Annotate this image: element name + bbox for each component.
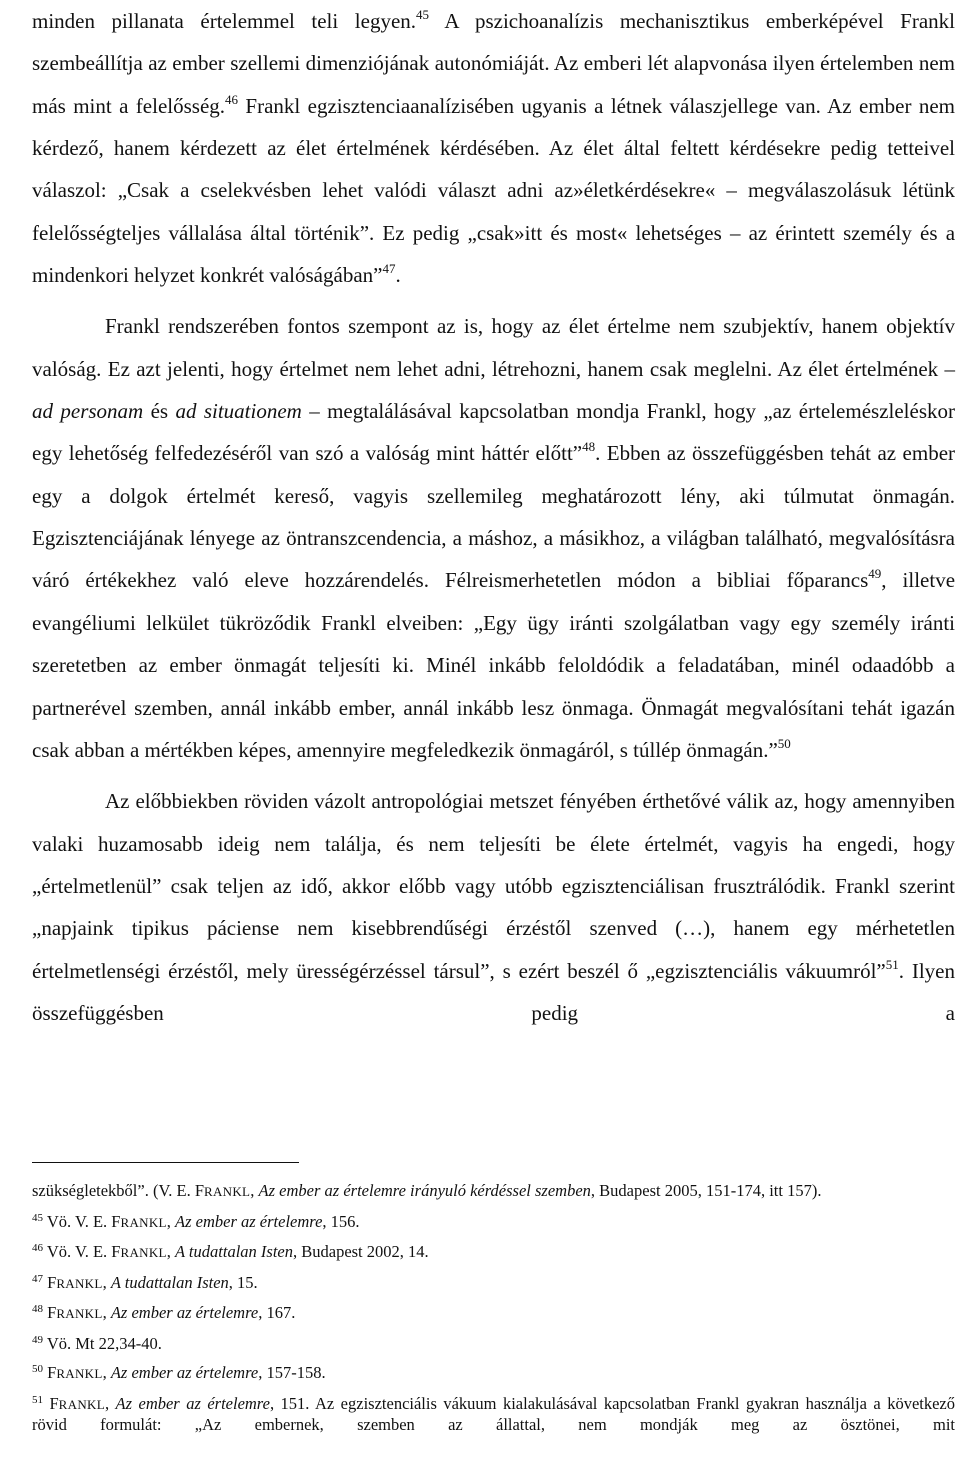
- text-line: [85, 568, 955, 592]
- text-line: [105, 314, 814, 338]
- text-line: [105, 789, 798, 813]
- text-run: F: [43, 1393, 59, 1413]
- text-run: önmaga. Önmagát megvalósítani tehát igazán csak abban a mértékben képes, amennyire: [32, 695, 955, 762]
- italic-text: Az ember az értelemre irányuló kérdéssel szemben: [258, 1181, 591, 1200]
- footnote-ref: 48: [32, 1303, 43, 1315]
- text-run: ,: [104, 1393, 116, 1413]
- text-run: ,: [166, 1242, 176, 1261]
- footnote-48: [32, 1303, 955, 1325]
- text-run: Vö. V. E. F: [43, 1211, 121, 1231]
- text-run: személy iránti szeretetben az ember önmagát teljesíti ki. Minél inkább feloldódik a: [32, 610, 955, 678]
- text-run: hogy amennyiben valaki huzamosabb ideig nem találja, és nem teljesíti be élete értelmét,: [32, 789, 955, 856]
- text-run: ugyanis a létnek válaszjellege van. Az ember nem kérdező, hanem kérdezett az élet: [32, 93, 956, 161]
- text-run: . Ebben az összefüggésben tehát az ember egy a dolgok értelmét kereső,: [32, 441, 956, 508]
- text-run: értékekhez való eleve hozzárendelés. Félreismerhetetlen módon a bibliai főparancs: [85, 568, 869, 593]
- small-caps-text: RANKL: [56, 1275, 103, 1291]
- text-run: F: [43, 1303, 57, 1322]
- footnote-ref: 45: [32, 1211, 43, 1224]
- text-run: Az előbbiekben röviden vázolt antropológiai metszet fényében érthetővé válik az,: [105, 789, 799, 814]
- text-run: mint háttér előtt”: [436, 441, 583, 466]
- footnote-ref: 50: [777, 735, 791, 751]
- text-line: [390, 735, 791, 762]
- small-caps-text: RANKL: [204, 1184, 251, 1199]
- main-text: [32, 0, 955, 1034]
- italic-text: A tudattalan Isten: [175, 1242, 293, 1261]
- footnote-ref: 46: [225, 91, 239, 107]
- footnote-47: [32, 1273, 955, 1295]
- text-run: felelősségteljes vállalása által történik”. Ez pedig „csak»itt és most« lehetséges – az érintett: [32, 220, 835, 245]
- footnote-ref: 45: [416, 7, 430, 22]
- text-run: vagyis szellemileg meghatározott lény, aki túlmutat önmagán. Egzisztenciájának lényege az: [32, 483, 955, 551]
- footnote-46: [32, 1242, 955, 1264]
- text-run: és: [143, 399, 176, 424]
- footnote-ref: 48: [582, 439, 596, 455]
- text-run: F: [43, 1272, 57, 1292]
- text-run: feladatában, minél odaadóbb a partnerével szemben, annál inkább ember, annál inkább lesz: [32, 653, 955, 720]
- footnote-ref: 51: [32, 1393, 43, 1406]
- footnote-continuation: [32, 1181, 955, 1203]
- footnote-ref: 49: [32, 1333, 43, 1346]
- text-line: [32, 221, 835, 245]
- text-run: szükségletekből”. (V. E. F: [32, 1181, 205, 1200]
- text-run: megfeledkezik önmagáról, s túllép önmagán.”: [390, 737, 778, 762]
- text-run: ,: [102, 1272, 111, 1292]
- text-run: érzéstől szenved (…), hanem egy mérhetetlen értelmetlenségi érzéstől, mely ürességérzéssel: [32, 916, 955, 983]
- text-line: [32, 9, 884, 33]
- text-run: ,: [102, 1363, 111, 1382]
- italic-text: ad personam: [32, 399, 144, 424]
- text-run: meglelni. Az élet értelmének –: [693, 356, 956, 381]
- text-run: . Ilyen összefüggésben pedig a: [32, 958, 955, 1025]
- text-run: , 156.: [322, 1211, 360, 1231]
- text-run: evangéliumi lelkület tükröződik Frankl elveiben: „Egy ügy iránti szolgálatban vagy egy: [32, 610, 821, 635]
- text-run: ,: [166, 1211, 176, 1231]
- text-run: , 151. Az egzisztenciális vákuum kialakulásával kapcsolatban Frankl gyakran használja a következő rövid formulát: „Az embernek, szemben az állattal, nem mondják meg az ösztönei, mit: [32, 1393, 956, 1434]
- italic-text: Az ember az értelemre: [115, 1393, 270, 1413]
- text-run: , 15.: [228, 1272, 258, 1292]
- text-run: , illetve: [881, 568, 956, 593]
- text-run: cselekvésben lehet valódi választ adni az»életkérdésekre« – megválaszolásuk létünk: [200, 178, 955, 203]
- text-run: Frankl egzisztenciaanalízisében: [238, 93, 515, 118]
- text-run: , Budapest 2002, 14.: [292, 1242, 429, 1261]
- text-run: minden pillanata értelemmel teli legyen.: [32, 9, 417, 33]
- text-run: , 167.: [258, 1303, 296, 1322]
- text-run: társul”, s ezért beszél ő „egzisztenciális vákuumról”: [433, 958, 886, 983]
- small-caps-text: RANKL: [120, 1214, 167, 1230]
- paragraph-2: [32, 305, 955, 771]
- small-caps-text: RANKL: [56, 1306, 103, 1321]
- text-line: [32, 611, 821, 635]
- footnote-ref: 50: [32, 1363, 43, 1375]
- text-run: .: [395, 263, 401, 288]
- text-run: öntranszcendencia, a máshoz, a másikhoz, a világban található, megvalósításra váró: [32, 526, 955, 593]
- footnote-ref: 51: [885, 956, 899, 972]
- small-caps-text: RANKL: [56, 1366, 103, 1381]
- footnotes: [32, 1181, 955, 1436]
- text-run: vagyis ha engedi, hogy „értelmetlenül” csak teljen az idő, akkor előbb vagy utóbb: [32, 831, 955, 898]
- small-caps-text: RANKL: [120, 1245, 167, 1260]
- italic-text: Az ember az értelemre: [110, 1303, 259, 1322]
- paragraph-1: [32, 0, 955, 296]
- text-run: ,: [250, 1181, 259, 1200]
- text-run: F: [43, 1363, 57, 1382]
- text-run: ,: [102, 1303, 111, 1322]
- footnote-49: [32, 1334, 955, 1355]
- italic-text: A tudattalan Isten: [110, 1272, 229, 1292]
- text-run: , 157-158.: [258, 1363, 326, 1382]
- italic-text: Az ember az értelemre: [110, 1363, 259, 1382]
- text-run: Frankl rendszerében fontos szempont az is, hogy az élet értelme nem szubjektív,: [105, 314, 814, 339]
- text-run: A pszichoanalízis mechanisztikus emberképével: [429, 9, 884, 33]
- footnote-45: [32, 1212, 955, 1234]
- text-run: hanem objektív valóság. Ez azt jelenti, hogy értelmet nem lehet adni, létrehozni, hanem csak: [32, 314, 955, 381]
- footnote-ref: 49: [868, 566, 882, 582]
- footnote-50: [32, 1363, 955, 1385]
- footnote-ref: 47: [32, 1272, 43, 1285]
- text-run: , Budapest 2005, 151-174, itt 157).: [590, 1181, 822, 1200]
- footnote-separator: [32, 1162, 299, 1163]
- text-run: személy és a mindenkori helyzet konkrét valóságában”: [32, 220, 956, 288]
- text-run: Vö. V. E. F: [43, 1242, 121, 1261]
- italic-text: ad situationem: [175, 399, 302, 424]
- italic-text: Az ember az értelemre: [175, 1211, 323, 1231]
- footnote-51: [32, 1394, 955, 1436]
- text-run: Frankl szembeállítja az ember szellemi dimenziójának autonómiáját. Az emberi lét: [32, 9, 955, 76]
- text-run: – megtalálásával kapcsolatban: [301, 399, 569, 424]
- footnote-ref: 47: [382, 261, 396, 277]
- footnote-ref: 46: [32, 1242, 43, 1254]
- text-run: Vö. Mt 22,34-40.: [43, 1333, 162, 1353]
- text-run: mondja Frankl, hogy „az értelemészleléskor egy lehetőség felfedezéséről van szó a valóság: [32, 399, 956, 466]
- small-caps-text: RANKL: [58, 1396, 105, 1412]
- text-run: értelmének kérdésében. Az élet által feltett kérdésekre pedig tetteivel válaszol: „Csak a: [32, 136, 955, 203]
- text-line: [201, 178, 955, 202]
- text-run: egzisztenciálisan frusztrálódik. Frankl szerint „napjaink tipikus páciense nem kisebbrendűségi: [32, 873, 956, 941]
- text-run: alapvonása ilyen értelemben nem más mint a felelősség.: [32, 51, 956, 118]
- paragraph-3: [32, 780, 955, 1034]
